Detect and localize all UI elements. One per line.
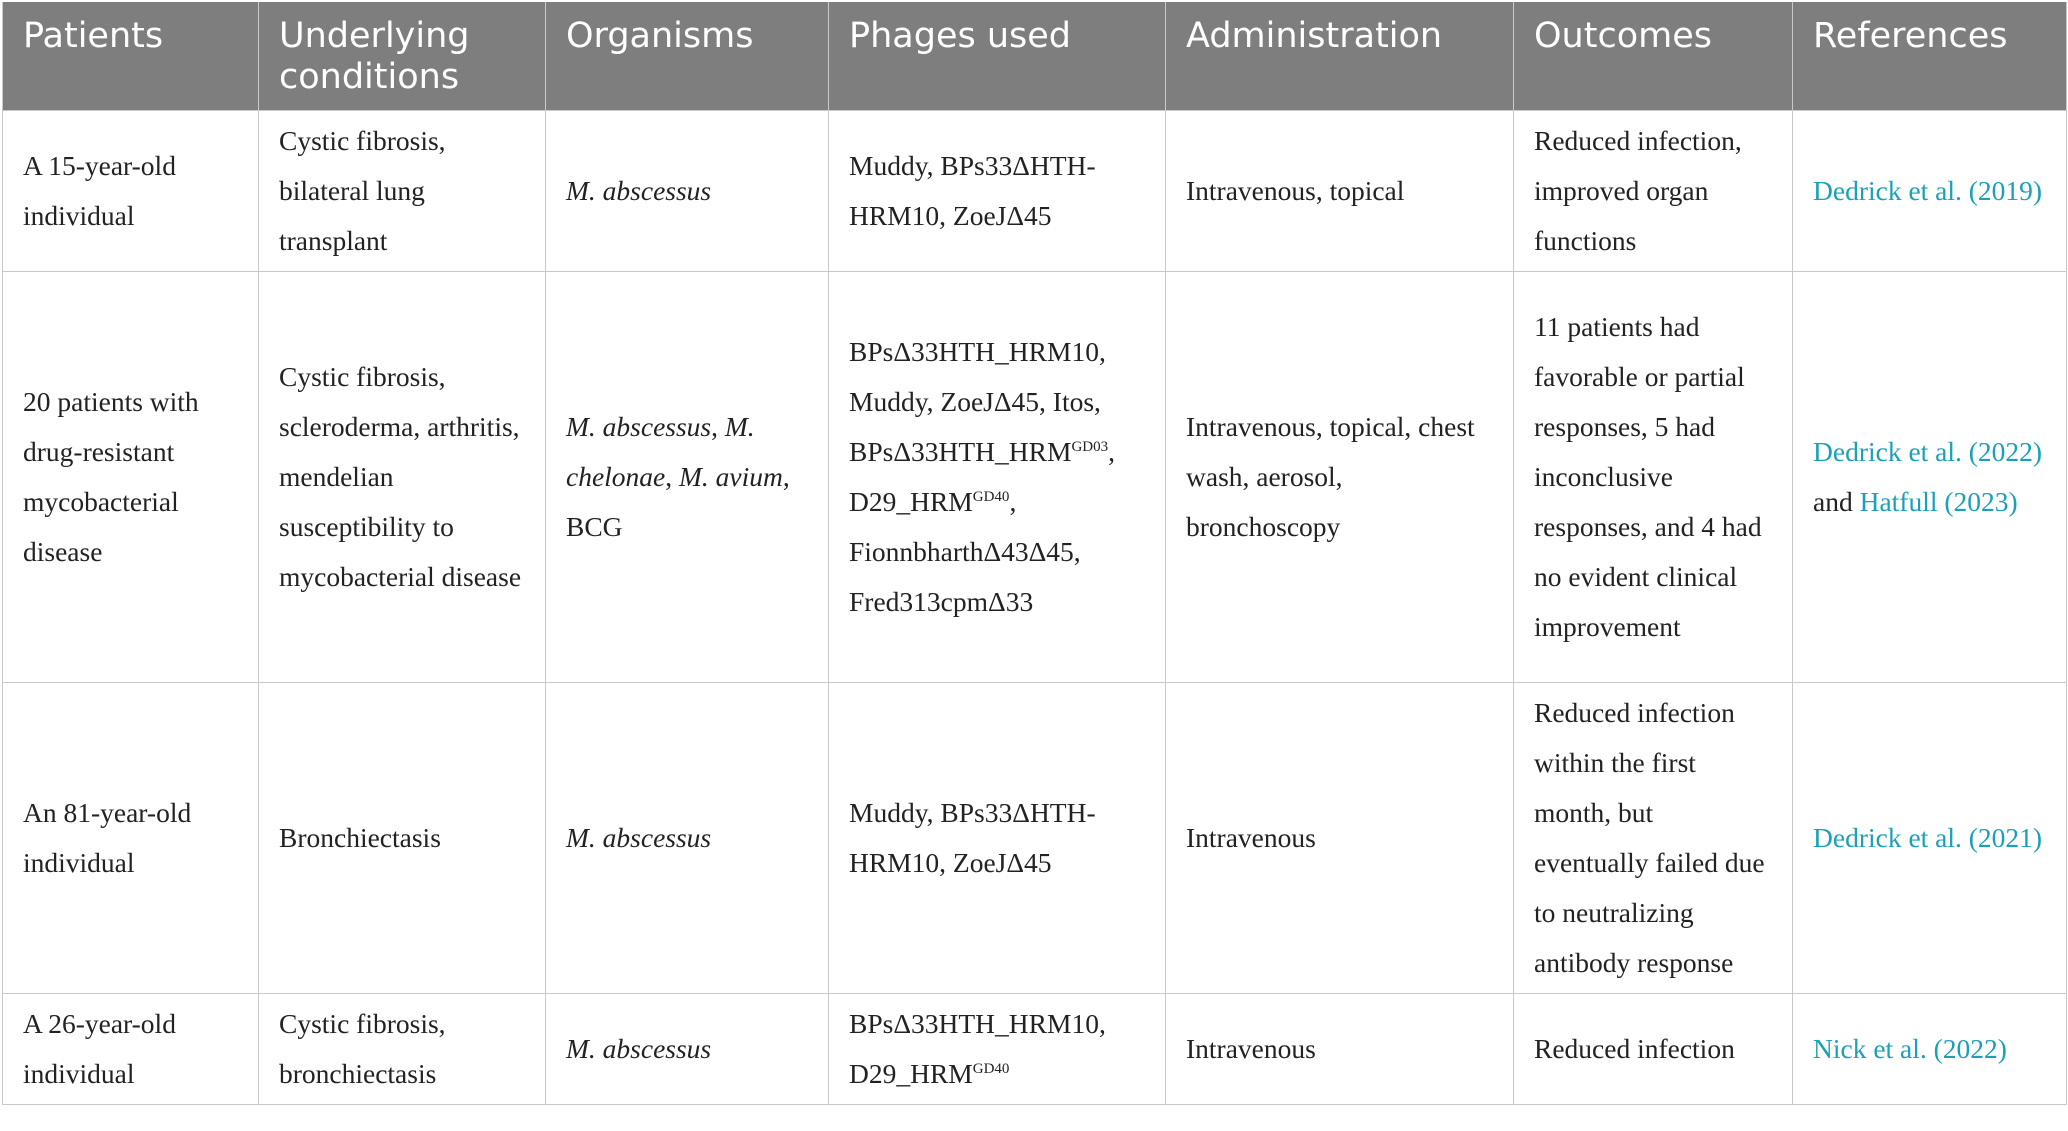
cell-conditions: Cystic fibrosis, scleroderma, arthritis, mendelian susceptibility to mycobacterial disease xyxy=(259,272,546,683)
separator: , xyxy=(665,461,680,492)
cell-organisms: M. abscessus xyxy=(546,111,829,272)
organism-name: M. abscessus xyxy=(566,411,712,442)
reference-link[interactable]: Dedrick et al. (2019) xyxy=(1813,175,2043,206)
header-outcomes: Outcomes xyxy=(1514,2,1793,111)
cell-conditions: Cystic fibrosis, bilateral lung transplant xyxy=(259,111,546,272)
cell-organisms: M. abscessus xyxy=(546,994,829,1105)
cell-phages xyxy=(829,994,1166,1105)
cell-administration: Intravenous, topical, chest wash, aerosol, bronchoscopy xyxy=(1166,272,1514,683)
phage-text: , D29_HRM xyxy=(849,436,1115,517)
organism-name: M. chelonae xyxy=(566,411,755,492)
phage-therapy-table xyxy=(2,2,2067,1105)
header-organisms: Organisms xyxy=(546,2,829,111)
reference-link[interactable]: Dedrick et al. (2022) xyxy=(1813,436,2043,467)
cell-outcomes: Reduced infection, improved organ functions xyxy=(1514,111,1793,272)
header-administration: Administration xyxy=(1166,2,1514,111)
cell-administration: Intravenous xyxy=(1166,683,1514,994)
organism-name: M. avium xyxy=(679,461,783,492)
reference-join: and xyxy=(1813,486,1860,517)
header-phages-used: Phages used xyxy=(829,2,1166,111)
cell-outcomes: 11 patients had favorable or partial responses, 5 had inconclusive responses, and 4 had no evident clinical improvement xyxy=(1514,272,1793,683)
cell-patients: A 26-year-old individual xyxy=(3,994,259,1105)
phage-text: BPsΔ33HTH_HRM10, D29_HRM xyxy=(849,1008,1106,1089)
table-row xyxy=(3,111,2067,272)
phage-superscript: GD40 xyxy=(972,1061,1010,1077)
phage-text: BPsΔ33HTH_HRM10, Muddy, ZoeJΔ45, Itos, BPsΔ33HTH_HRM xyxy=(849,336,1106,467)
cell-administration: Intravenous, topical xyxy=(1166,111,1514,272)
reference-link[interactable]: Dedrick et al. (2021) xyxy=(1813,822,2043,853)
organism-tail: , BCG xyxy=(566,461,790,542)
cell-conditions: Bronchiectasis xyxy=(259,683,546,994)
cell-patients: 20 patients with drug-resistant mycobacterial disease xyxy=(3,272,259,683)
cell-phages: Muddy, BPs33ΔHTH-HRM10, ZoeJΔ45 xyxy=(829,111,1166,272)
cell-conditions: Cystic fibrosis, bronchiectasis xyxy=(259,994,546,1105)
cell-phages: Muddy, BPs33ΔHTH-HRM10, ZoeJΔ45 xyxy=(829,683,1166,994)
table-row xyxy=(3,272,2067,683)
cell-organisms: M. abscessus xyxy=(546,683,829,994)
reference-link[interactable]: Nick et al. (2022) xyxy=(1813,1033,2007,1064)
cell-outcomes: Reduced infection xyxy=(1514,994,1793,1105)
cell-references xyxy=(1793,111,2067,272)
table-row xyxy=(3,683,2067,994)
header-references: References xyxy=(1793,2,2067,111)
cell-administration: Intravenous xyxy=(1166,994,1514,1105)
cell-references xyxy=(1793,994,2067,1105)
separator: , xyxy=(711,411,725,442)
cell-outcomes: Reduced infection within the first month, but eventually failed due to neutralizing antibody response xyxy=(1514,683,1793,994)
cell-references xyxy=(1793,683,2067,994)
header-patients: Patients xyxy=(3,2,259,111)
phage-text: , FionnbharthΔ43Δ45, Fred313cpmΔ33 xyxy=(849,486,1081,617)
cell-organisms xyxy=(546,272,829,683)
reference-link[interactable]: Hatfull (2023) xyxy=(1859,486,2018,517)
phage-superscript: GD03 xyxy=(1071,439,1109,455)
header-row xyxy=(3,2,2067,111)
cell-phages xyxy=(829,272,1166,683)
phage-superscript: GD40 xyxy=(972,489,1010,505)
cell-patients: An 81-year-old individual xyxy=(3,683,259,994)
cell-references xyxy=(1793,272,2067,683)
table-row xyxy=(3,994,2067,1105)
header-underlying-conditions: Underlying conditions xyxy=(259,2,546,111)
cell-patients: A 15-year-old individual xyxy=(3,111,259,272)
